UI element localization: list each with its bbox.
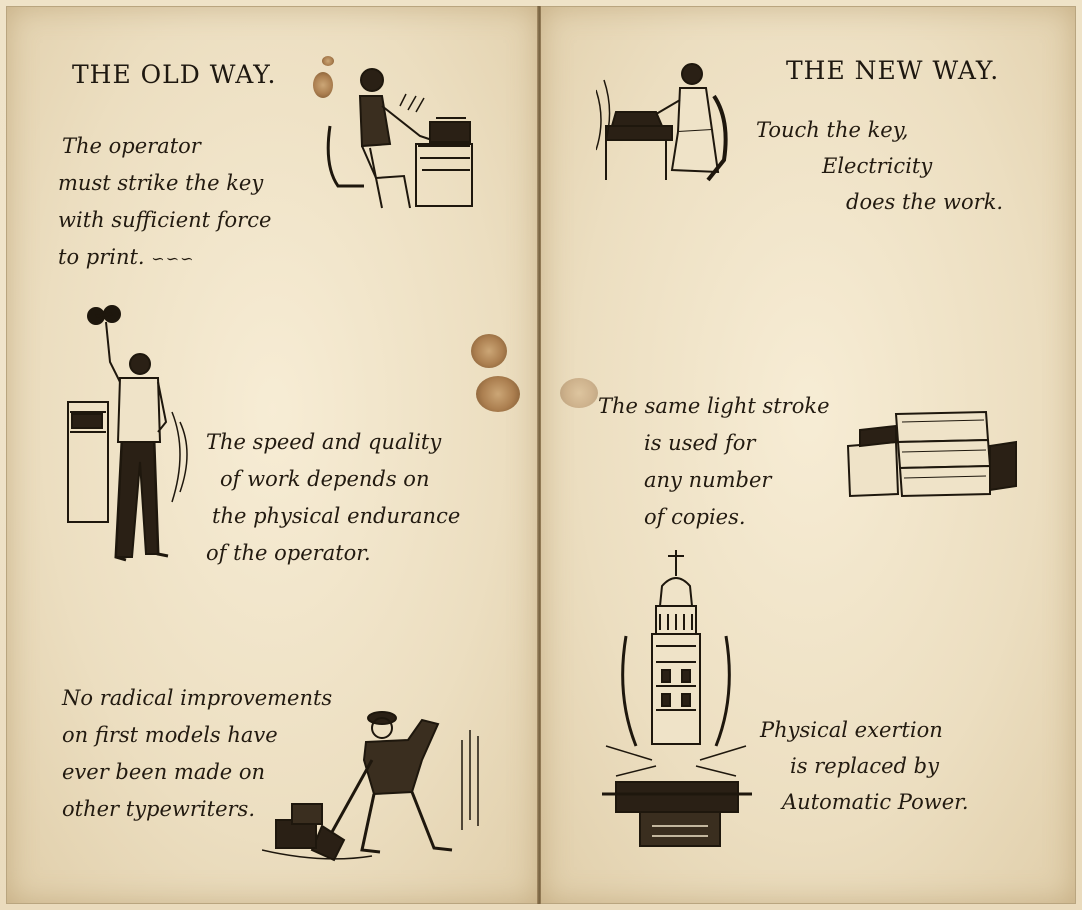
flourish-ornament: ∽∽∽ (151, 249, 195, 268)
old-way-block-1 (58, 128, 271, 277)
stain-spot (471, 334, 507, 368)
text-line: Automatic Power. (782, 790, 969, 814)
new-way-block-3 (760, 712, 969, 820)
old-way-block-2 (206, 424, 460, 572)
text-line: of the operator. (206, 541, 371, 565)
man-shoveling-typewriters-illustration (262, 700, 492, 866)
text-line: other typewriters. (62, 797, 256, 821)
text-line: Touch the key, (756, 118, 909, 142)
text-line: ever been made on (62, 760, 266, 784)
text-line: No radical improvements (62, 686, 333, 710)
text-line: of work depends on (220, 467, 430, 491)
stain-spot (560, 378, 598, 408)
text-line: The speed and quality (206, 430, 442, 454)
text-line: does the work. (846, 190, 1004, 214)
man-lifting-dumbbell-illustration (62, 302, 202, 572)
tower-on-typewriter-illustration (596, 546, 758, 858)
text-line: is used for (644, 431, 756, 455)
stain-spot (476, 376, 520, 412)
new-way-block-1 (756, 112, 1003, 220)
text-line: on first models have (62, 723, 278, 747)
text-line: any number (644, 468, 772, 492)
text-line (58, 239, 271, 277)
text-line: Electricity (822, 154, 933, 178)
old-way-title: THE OLD WAY. (72, 60, 277, 89)
text-line: The same light stroke (598, 394, 830, 418)
text-line: of copies. (644, 505, 746, 529)
text-line: with sufficient force (58, 208, 272, 232)
text-line-content: to print. (58, 245, 145, 269)
text-line: the physical endurance (212, 504, 461, 528)
man-at-typewriter-illustration (320, 66, 482, 216)
new-way-block-2 (598, 388, 830, 536)
book-gutter (537, 6, 541, 904)
new-way-title: THE NEW WAY. (786, 56, 1000, 85)
text-line: is replaced by (790, 754, 939, 778)
woman-at-typewriter-illustration (596, 60, 742, 186)
text-line: The operator (62, 134, 201, 158)
stack-of-papers-illustration (840, 406, 1020, 502)
text-line: Physical exertion (760, 718, 943, 742)
stain-spot (322, 56, 334, 66)
text-line: must strike the key (58, 171, 264, 195)
